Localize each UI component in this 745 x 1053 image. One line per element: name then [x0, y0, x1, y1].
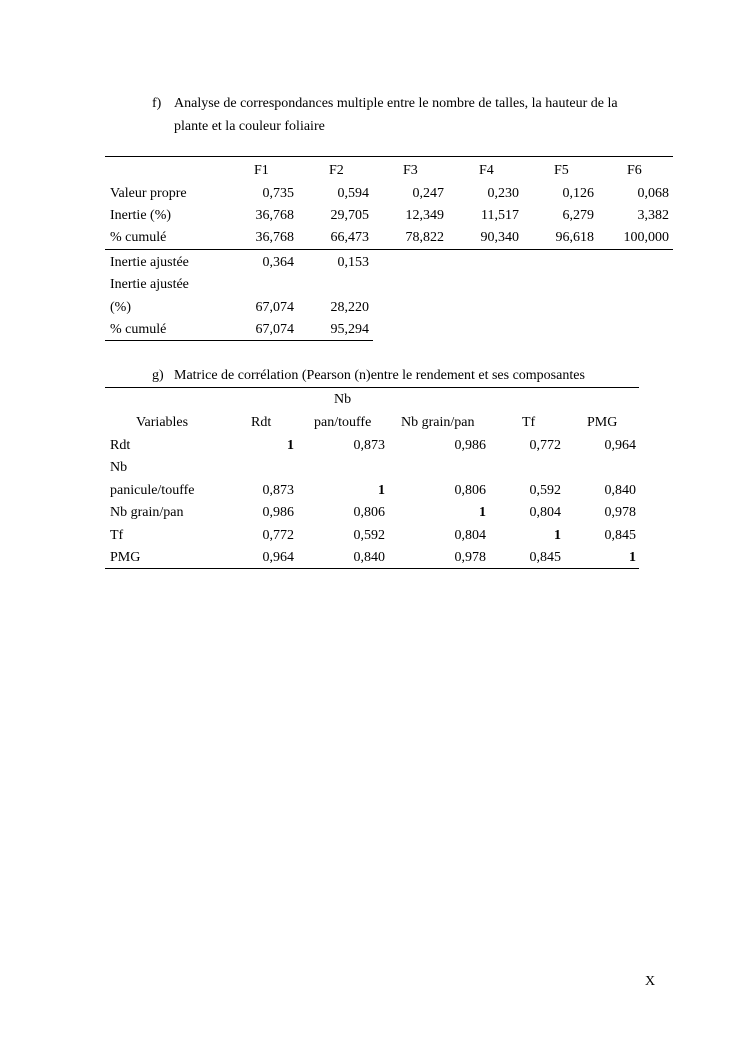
corr-cell: 0,772 [262, 528, 294, 543]
corr-cell: 0,592 [529, 483, 561, 498]
corr-row-label: Rdt [110, 438, 131, 453]
corr-cell: 0,806 [454, 483, 486, 498]
corr-cell: 0,806 [353, 505, 385, 520]
mca-adj-label: % cumulé [110, 322, 167, 337]
mca-table-bottom-rule [105, 340, 373, 341]
corr-header-variables: Variables [136, 415, 189, 430]
mca-row-label: Inertie (%) [110, 208, 172, 223]
corr-header-pmg: PMG [587, 415, 618, 430]
corr-cell: 0,592 [353, 528, 385, 543]
mca-cell: 0,230 [487, 186, 519, 201]
mca-cell: 90,340 [480, 230, 519, 245]
corr-table-bottom-rule [105, 568, 639, 569]
corr-cell: 0,978 [604, 505, 636, 520]
mca-cell: 0,126 [562, 186, 594, 201]
mca-cell: 100,000 [623, 230, 669, 245]
corr-cell: 0,845 [529, 550, 561, 565]
corr-row-label: panicule/touffe [110, 483, 195, 498]
mca-table-mid-rule [105, 249, 673, 250]
mca-adj-label: Inertie ajustée [110, 277, 189, 292]
corr-cell: 0,964 [604, 438, 636, 453]
mca-header-f4: F4 [479, 163, 494, 178]
mca-adj-cell: 0,153 [337, 255, 369, 270]
corr-row-label: Nb grain/pan [110, 505, 184, 520]
section-f-title-line1: Analyse de correspondances multiple entre le nombre de talles, la hauteur de la [174, 96, 618, 111]
mca-table-top-rule [105, 156, 673, 157]
mca-cell: 12,349 [405, 208, 444, 223]
page-number: X [645, 974, 656, 989]
section-g-title: Matrice de corrélation (Pearson (n)entre le rendement et ses composantes [174, 368, 585, 383]
mca-header-f5: F5 [554, 163, 569, 178]
section-f-letter: f) [152, 96, 162, 111]
mca-cell: 96,618 [555, 230, 594, 245]
mca-cell: 0,247 [412, 186, 444, 201]
corr-cell: 0,873 [353, 438, 385, 453]
corr-cell: 0,978 [454, 550, 486, 565]
corr-header-tf: Tf [522, 415, 536, 430]
mca-adj-label: Inertie ajustée [110, 255, 189, 270]
corr-row-label: Tf [110, 528, 124, 543]
mca-cell: 36,768 [255, 230, 294, 245]
corr-header-nb-bottom: pan/touffe [314, 415, 372, 430]
mca-cell: 0,735 [262, 186, 294, 201]
mca-cell: 11,517 [481, 208, 519, 223]
mca-adj-cell: 95,294 [330, 322, 369, 337]
mca-adj-cell: 28,220 [330, 300, 369, 315]
corr-cell: 0,772 [529, 438, 561, 453]
corr-cell: 0,840 [604, 483, 636, 498]
mca-cell: 29,705 [330, 208, 369, 223]
mca-cell: 0,068 [637, 186, 669, 201]
corr-header-rdt: Rdt [251, 415, 272, 430]
mca-header-f3: F3 [403, 163, 418, 178]
mca-row-label: % cumulé [110, 230, 167, 245]
corr-header-grain: Nb grain/pan [401, 415, 475, 430]
corr-cell: 0,986 [454, 438, 486, 453]
mca-header-f1: F1 [254, 163, 269, 178]
corr-cell: 0,986 [262, 505, 294, 520]
section-f-title-line2: plante et la couleur foliaire [174, 119, 325, 134]
section-g-letter: g) [152, 368, 164, 383]
mca-adj-cell: 67,074 [255, 300, 294, 315]
corr-row-label: PMG [110, 550, 141, 565]
mca-adj-cell: 0,364 [262, 255, 294, 270]
corr-cell: 0,845 [604, 528, 636, 543]
mca-header-f6: F6 [627, 163, 642, 178]
mca-cell: 66,473 [330, 230, 369, 245]
mca-adj-cell: 67,074 [255, 322, 294, 337]
corr-cell: 1 [287, 438, 294, 453]
corr-cell: 0,804 [529, 505, 561, 520]
mca-cell: 0,594 [337, 186, 369, 201]
corr-table-top-rule [105, 387, 639, 388]
mca-cell: 78,822 [405, 230, 444, 245]
mca-cell: 36,768 [255, 208, 294, 223]
mca-cell: 3,382 [637, 208, 669, 223]
mca-cell: 6,279 [562, 208, 594, 223]
corr-cell: 1 [554, 528, 561, 543]
corr-cell: 0,873 [262, 483, 294, 498]
corr-cell: 1 [629, 550, 636, 565]
mca-adj-label: (%) [110, 300, 131, 315]
corr-cell: 0,840 [353, 550, 385, 565]
corr-cell: 0,804 [454, 528, 486, 543]
corr-row-label: Nb [110, 460, 128, 475]
corr-cell: 0,964 [262, 550, 294, 565]
corr-cell: 1 [479, 505, 486, 520]
corr-header-nb-top: Nb [334, 392, 352, 407]
mca-header-f2: F2 [329, 163, 344, 178]
mca-row-label: Valeur propre [110, 186, 187, 201]
corr-cell: 1 [378, 483, 385, 498]
